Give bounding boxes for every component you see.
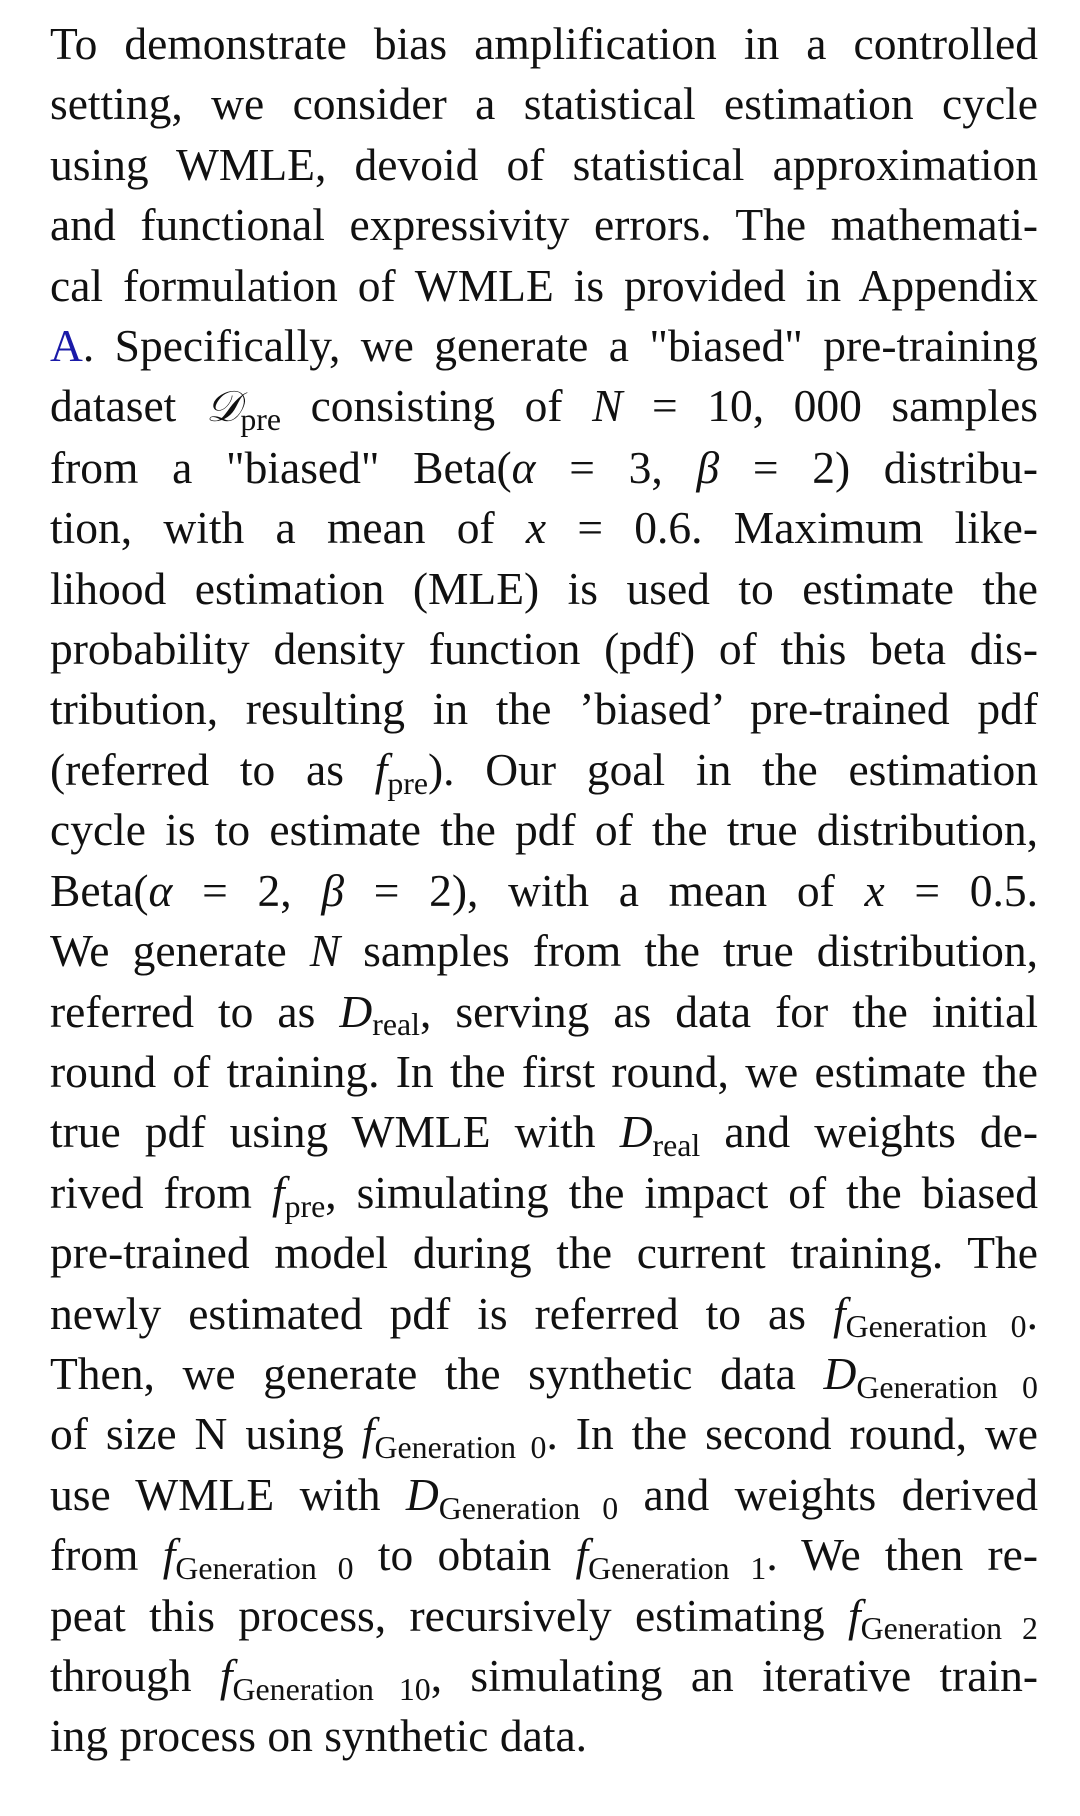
text-line-13: (referred to as $f_{pre}$). Our goal in the estimation: [50, 743, 1038, 801]
text-line-29: ing process on synthetic data.: [50, 1710, 588, 1762]
text-line-7: dataset 𝒟$_{pre}$ consisting of N = 10, 000 samples: [50, 380, 1039, 438]
text-line-16: We generate N samples from the true distribution,: [50, 925, 1038, 977]
text-line-3: using WMLE, devoid of statistical approximation: [50, 138, 1038, 190]
text-line-5: cal formulation of WMLE is provided in Appendix: [50, 259, 1038, 311]
text-line-17: referred to as $D_{real}$, serving as data for the initial: [50, 985, 1038, 1043]
text-line-19: true pdf using WMLE with $D_{real}$ and weights de-: [50, 1106, 1038, 1164]
text-line-18: round of training. In the first round, we estimate the: [50, 1045, 1038, 1097]
text-line-10: lihood estimation (MLE) is used to estimate the: [50, 562, 1038, 614]
text-line-25: use WMLE with $D_{Generation 0}$ and weights derived: [50, 1468, 1038, 1526]
text-line-11: probability density function (pdf) of this beta dis-: [50, 623, 1038, 675]
text-line-8: from a "biased" Beta(α = 3, β = 2) distribu-: [50, 441, 1038, 493]
body-paragraph: [50, 14, 1038, 1767]
text-line-27: peat this process, recursively estimating $f_{Generation 2}$: [50, 1589, 1038, 1647]
text-line-21: pre-trained model during the current training. The: [50, 1227, 1038, 1279]
text-line-20: rived from $f_{pre}$, simulating the impact of the biased: [50, 1166, 1038, 1224]
text-line-23: Then, we generate the synthetic data $D_{Generation 0}$: [50, 1347, 1038, 1405]
text-line-2: setting, we consider a statistical estimation cycle: [50, 78, 1038, 130]
text-line-24: of size N using $f_{Generation 0}$. In the second round, we: [50, 1408, 1038, 1466]
text-line-22: newly estimated pdf is referred to as $f_{Generation 0}$.: [50, 1287, 1038, 1345]
text-line-15: Beta(α = 2, β = 2), with a mean of x = 0.5.: [50, 864, 1038, 916]
text-line-6: A. Specifically, we generate a "biased" pre-training: [50, 320, 1038, 372]
text-line-14: cycle is to estimate the pdf of the true distribution,: [50, 804, 1038, 856]
text-line-26: from $f_{Generation 0}$ to obtain $f_{Generation 1}$. We then re-: [50, 1529, 1038, 1587]
text-line-4: and functional expressivity errors. The mathemati-: [50, 199, 1038, 251]
appendix-link[interactable]: A: [50, 320, 83, 372]
text-line-12: tribution, resulting in the ’biased’ pre-trained pdf: [50, 683, 1038, 735]
text-line-1: To demonstrate bias amplification in a controlled: [50, 18, 1038, 69]
text-line-28: through $f_{Generation 10}$, simulating an iterative train-: [50, 1649, 1038, 1707]
text-line-9: tion, with a mean of x = 0.6. Maximum like-: [50, 502, 1038, 554]
